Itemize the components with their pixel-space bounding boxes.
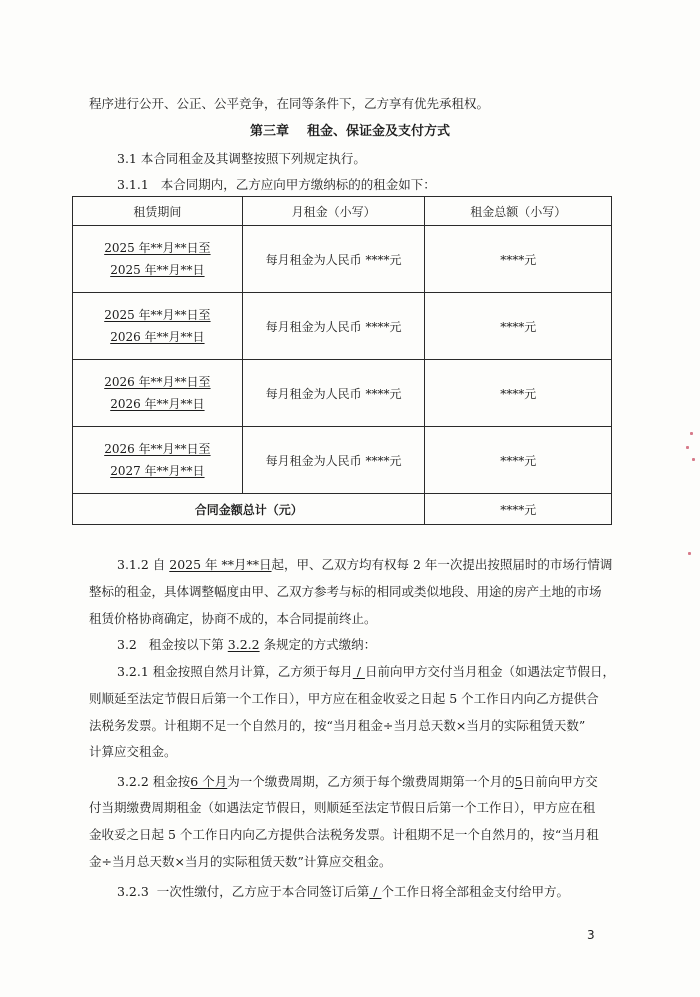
period-start: 2026 年**月**日至 — [104, 375, 211, 389]
period-cell — [73, 293, 243, 360]
clause-3-1-2-prefix: 3.1.2 自 — [117, 557, 170, 572]
clause-3-2-1-line2: 则顺延至法定节假日后第一个工作日），甲方应在租金收妥之日起 5 个工作日内向乙方提供合 — [89, 691, 599, 706]
total-label: 合同金额总计（元） — [73, 494, 425, 525]
clause-3-2-1-prefix: 3.2.1 租金按照自然月计算，乙方须于每月 — [117, 664, 353, 679]
monthly-rent-cell: 每月租金为人民币 ****元 — [242, 226, 425, 293]
scan-mark — [692, 458, 695, 461]
clause-3-2-1-line4: 计算应交租金。 — [89, 744, 177, 759]
total-rent-cell: ****元 — [425, 226, 612, 293]
total-rent-cell: ****元 — [425, 427, 612, 494]
period-cell — [73, 360, 243, 427]
clause-3-2-2-line4: 金÷当月总天数×当月的实际租赁天数”计算应交租金。 — [89, 854, 392, 869]
intro-line: 程序进行公开、公正、公平竞争，在同等条件下，乙方享有优先承租权。 — [89, 96, 490, 111]
clause-3-2-1-line3: 法税务发票。计租期不足一个自然月的，按“当月租金÷当月总天数×当月的实际租赁天数” — [89, 718, 586, 733]
clause-3-2-1-line1 — [117, 664, 615, 680]
clause-3-2-2-period: 6 个月 — [190, 774, 228, 789]
clause-3-1-2-date: 2025 年 **月**日 — [169, 557, 272, 572]
header-period: 租赁期间 — [73, 197, 243, 226]
monthly-rent-cell: 每月租金为人民币 ****元 — [242, 360, 425, 427]
period-start: 2025 年**月**日至 — [104, 241, 211, 255]
clause-3-2-suffix: 条规定的方式缴纳： — [259, 637, 377, 652]
clause-3-2-2-prefix: 3.2.2 租金按 — [117, 774, 191, 789]
total-rent-cell: ****元 — [425, 360, 612, 427]
total-value: ****元 — [425, 494, 612, 525]
period-cell — [73, 226, 243, 293]
monthly-rent-cell: 每月租金为人民币 ****元 — [242, 293, 425, 360]
clause-3-2-prefix: 3.2 租金按以下第 — [117, 637, 228, 652]
chapter-title: 第三章 租金、保证金及支付方式 — [249, 124, 451, 139]
clause-3-2-1-rest: 日前向甲方交付当月租金（如遇法定节假日， — [364, 664, 615, 679]
clause-3-2-2-line1 — [117, 774, 598, 790]
period-start: 2025 年**月**日至 — [104, 308, 211, 322]
table-total-row — [73, 494, 612, 525]
header-total-rent: 租金总额（小写） — [425, 197, 612, 226]
table-row — [73, 360, 612, 427]
table-row — [73, 226, 612, 293]
scan-mark — [690, 432, 693, 435]
page-number: 3 — [587, 928, 595, 942]
period-end: 2026 年**月**日 — [110, 330, 205, 344]
clause-3-2-2-line3: 金收妥之日起 5 个工作日内向乙方提供合法税务发票。计租期不足一个自然月的，按“当月租 — [89, 827, 599, 842]
clause-3-1-2-line1 — [117, 557, 612, 573]
clause-3-1: 3.1 本合同租金及其调整按照下列规定执行。 — [117, 151, 366, 166]
rent-table — [72, 196, 612, 525]
period-start: 2026 年**月**日至 — [104, 442, 211, 456]
total-rent-cell: ****元 — [425, 293, 612, 360]
table-header-row — [73, 197, 612, 226]
clause-3-1-2-rest: 起，甲、乙双方均有权每 2 年一次提出按照届时的市场行情调 — [271, 557, 613, 572]
clause-3-2-3 — [117, 884, 569, 900]
period-end: 2026 年**月**日 — [110, 397, 205, 411]
clause-3-2-2-day: 5 — [514, 774, 523, 789]
period-end: 2027 年**月**日 — [110, 464, 205, 478]
clause-3-2-3-rest: 个工作日将全部租金支付给甲方。 — [381, 884, 569, 899]
monthly-rent-cell: 每月租金为人民币 ****元 — [242, 427, 425, 494]
scan-mark — [688, 552, 691, 555]
scan-mark — [686, 446, 689, 449]
table-row — [73, 427, 612, 494]
clause-3-2-2-line2: 付当期缴费周期租金（如遇法定节假日，则顺延至法定节假日后第一个工作日），甲方应在租 — [89, 800, 596, 815]
clause-3-1-1: 3.1.1 本合同期内，乙方应向甲方缴纳标的的租金如下： — [117, 177, 436, 192]
clause-3-2-ref: 3.2.2 — [227, 637, 260, 652]
clause-3-2-3-fill: / — [369, 884, 382, 899]
clause-3-2-1-fill: / — [352, 664, 365, 679]
header-monthly-rent: 月租金（小写） — [242, 197, 425, 226]
clause-3-1-2-line2: 整标的租金，具体调整幅度由甲、乙双方参考与标的相同或类似地段、用途的房产土地的市场 — [89, 584, 602, 599]
clause-3-2-2-mid: 为一个缴费周期，乙方须于每个缴费周期第一个月的 — [227, 774, 515, 789]
clause-3-2-3-prefix: 3.2.3 一次性缴付，乙方应于本合同签订后第 — [117, 884, 370, 899]
clause-3-2 — [117, 637, 376, 653]
clause-3-1-2-line3: 租赁价格协商确定，协商不成的，本合同提前终止。 — [89, 611, 377, 626]
table-row — [73, 293, 612, 360]
period-end: 2025 年**月**日 — [110, 263, 205, 277]
period-cell — [73, 427, 243, 494]
clause-3-2-2-rest: 日前向甲方交 — [522, 774, 598, 789]
